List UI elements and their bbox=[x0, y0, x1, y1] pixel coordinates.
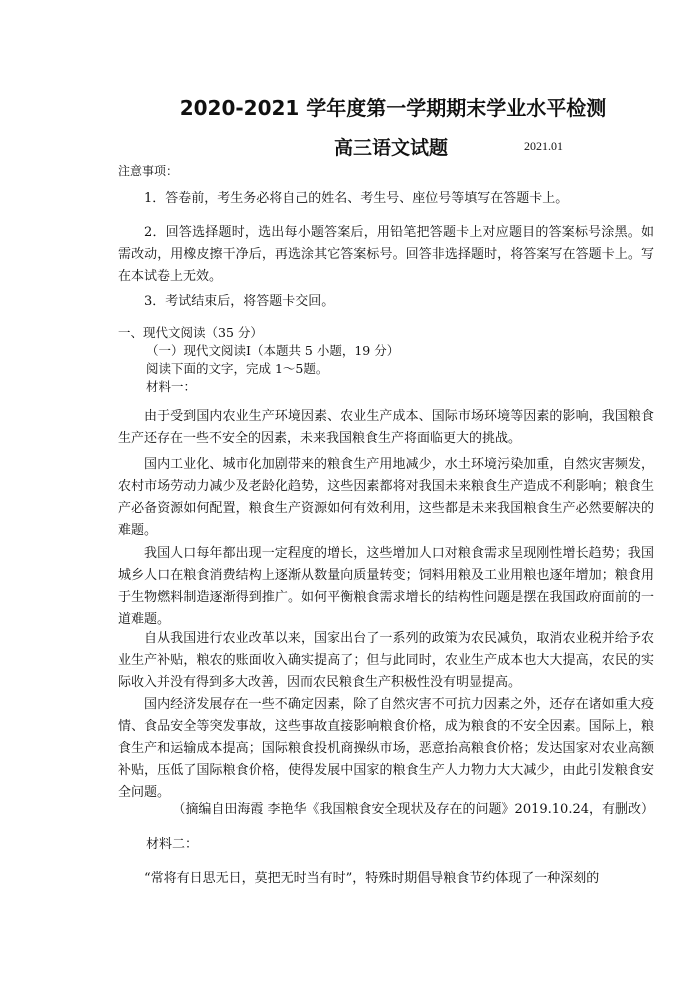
material1-label: 材料一： bbox=[146, 379, 197, 394]
material1-paragraph-1: 由于受到国内农业生产环境因素、农业生产成本、国际市场环境等因素的影响，我国粮食生产还存在一些不安全的因素，未来我国粮食生产将面临更大的挑战。 bbox=[118, 409, 654, 446]
material1-source: （摘编自田海霞 李艳华《我国粮食安全现状及存在的问题》2019.10.24，有删改） bbox=[172, 802, 654, 817]
note-item-2: 2．回答选择题时，选出每小题答案后，用铅笔把答题卡上对应题目的答案标号涂黑。如需改动，用橡皮擦干净后，再选涂其它答案标号。回答非选择题时，将答案写在答题卡上。写在本试卷上无效。 bbox=[118, 225, 654, 284]
exam-subtitle: 高三语文试题 bbox=[334, 137, 449, 159]
exam-date: 2021.01 bbox=[524, 139, 563, 153]
material1-paragraph-3: 我国人口每年都出现一定程度的增长，这些增加人口对粮食需求呈现刚性增长趋势；我国城乡人口在粮食消费结构上逐渐从数量向质量转变；饲料用粮及工业用粮也逐年增加；粮食用于生物燃料制造逐渐得到推广。如何平衡粮食需求增长的结构性问题是摆在我国政府面前的一道难题。 bbox=[118, 546, 654, 627]
note-item-1: 1．答卷前，考生务必将自己的姓名、考生号、座位号等填写在答题卡上。 bbox=[144, 191, 569, 206]
material2-label: 材料二： bbox=[146, 837, 199, 852]
section-heading: 一、现代文阅读（35 分） bbox=[118, 325, 263, 340]
exam-title: 2020-2021 学年度第一学期期末学业水平检测 bbox=[179, 96, 607, 120]
material1-paragraph-5: 国内经济发展存在一些不确定因素，除了自然灾害不可抗力因素之外，还存在诸如重大疫情、食品安全等突发事故，这些事故直接影响粮食价格，成为粮食的不安全因素。国际上，粮食生产和运输成本提高；国际粮食投机商操纵市场，恶意抬高粮食价格；发达国家对农业高额补贴，压低了国际粮食价格，使得发展中国家的粮食生产人力物力大大减少，由此引发粮食安全问题。 bbox=[118, 697, 654, 800]
section-sub-heading: （一）现代文阅读Ⅰ（本题共 5 小题，19 分） bbox=[146, 343, 400, 358]
material2-first-line: “常将有日思无日，莫把无时当有时”，特殊时期倡导粮食节约体现了一种深刻的 bbox=[144, 871, 600, 886]
subtitle-row bbox=[0, 133, 696, 163]
notes-label: 注意事项： bbox=[118, 164, 179, 178]
section-instruction: 阅读下面的文字，完成 1～5题。 bbox=[146, 361, 329, 376]
material1-paragraph-4: 自从我国进行农业改革以来，国家出台了一系列的政策为农民减负，取消农业税并给予农业生产补贴，粮农的账面收入确实提高了；但与此同时，农业生产成本也大大提高，农民的实际收入并没有得到多大改善，因而农民粮食生产积极性没有明显提高。 bbox=[118, 631, 654, 690]
note-item-3: 3．考试结束后，将答题卡交回。 bbox=[144, 294, 335, 309]
material1-paragraph-2: 国内工业化、城市化加剧带来的粮食生产用地减少，水土环境污染加重，自然灾害频发，农村市场劳动力减少及老龄化趋势，这些因素都将对我国未来粮食生产造成不利影响；粮食生产必备资源如何配置，粮食生产资源如何有效利用，这些都是未来我国粮食生产必然要解决的难题。 bbox=[118, 457, 654, 538]
